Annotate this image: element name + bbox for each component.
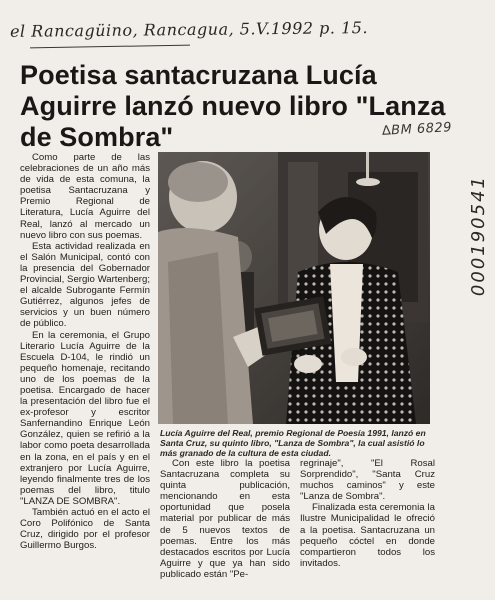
paragraph: También actuó en el acto el Coro Polifónico de Santa Cruz, dirigido por el profesor Guillermo Burgos.: [20, 507, 150, 552]
archive-stamp: ∆BM 6829: [381, 120, 453, 139]
handwritten-underline: [30, 45, 190, 50]
article-photo: [158, 152, 430, 424]
article-headline: Poetisa santacruzana Lucía Aguirre lanzó nuevo libro "Lanza de Sombra": [20, 60, 446, 152]
article-column-middle: [160, 458, 290, 580]
paragraph: Esta actividad realizada en el Salón Municipal, contó con la presencia del Gobernador Provincial, Sergio Wartenberg; el alcalde Subrogante Fermín Gutiérrez, algunos jefes de servicios y un buen número de público.: [20, 240, 150, 330]
paragraph: regrinaje", "El Rosal Sorprendido", "Santa Cruz muchos caminos" y este "Lanza de Sombra".: [300, 458, 435, 503]
paragraph: Con este libro la poetisa Santacruzana completa su quinta publicación, mencionando en esta oportunidad que posela material por publicar de más de 5 nuevos textos de poemas. Entre los más destacados escritos por Lucía Aguirre y que ya han sido publicado están "Pe-: [160, 458, 290, 580]
paragraph: Finalizada esta ceremonia la Ilustre Municipalidad le ofreció a la poetisa. Santacruzana un pequeño cóctel en donde compartieron todos los invitados.: [300, 502, 435, 569]
archive-side-code: 000190541: [468, 175, 489, 297]
handwritten-source-note: el Rancagüino, Rancagua, 5.V.1992 p. 15.: [9, 18, 369, 41]
article-column-left: [20, 152, 150, 551]
article-column-right: [300, 458, 435, 569]
paragraph: En la ceremonia, el Grupo Literario Lucía Aguirre de la Escuela D-104, le rindió un pequeño homenaje, recitando uno de los poemas de la poetisa. Encargado de hacer la presentación del libro fue el ex-profesor y escritor Sanfernandino Enrique León González, quien se refirió a la labor como poeta desarrollada en la zona, en el país y en el extranjero por Lucía Aguirre, leyendo finalmente tres de los poemas del libro, titulo "LANZA DE SOMBRA".: [20, 329, 150, 507]
paragraph: Como parte de las celebraciones de un año más de vida de esta comuna, la poetisa Santacruzana y Premio Regional de Literatura, Lucía Aguirre del Real, lanzó al mercado un nuevo libro con sus poemas.: [20, 152, 150, 241]
photo-caption: Lucía Aguirre del Real, premio Regional de Poesía 1991, lanzó en Santa Cruz, su quinto libro, "Lanza de Sombra", la cual asistió lo más granado de la cultura de esta ciudad.: [160, 428, 426, 458]
